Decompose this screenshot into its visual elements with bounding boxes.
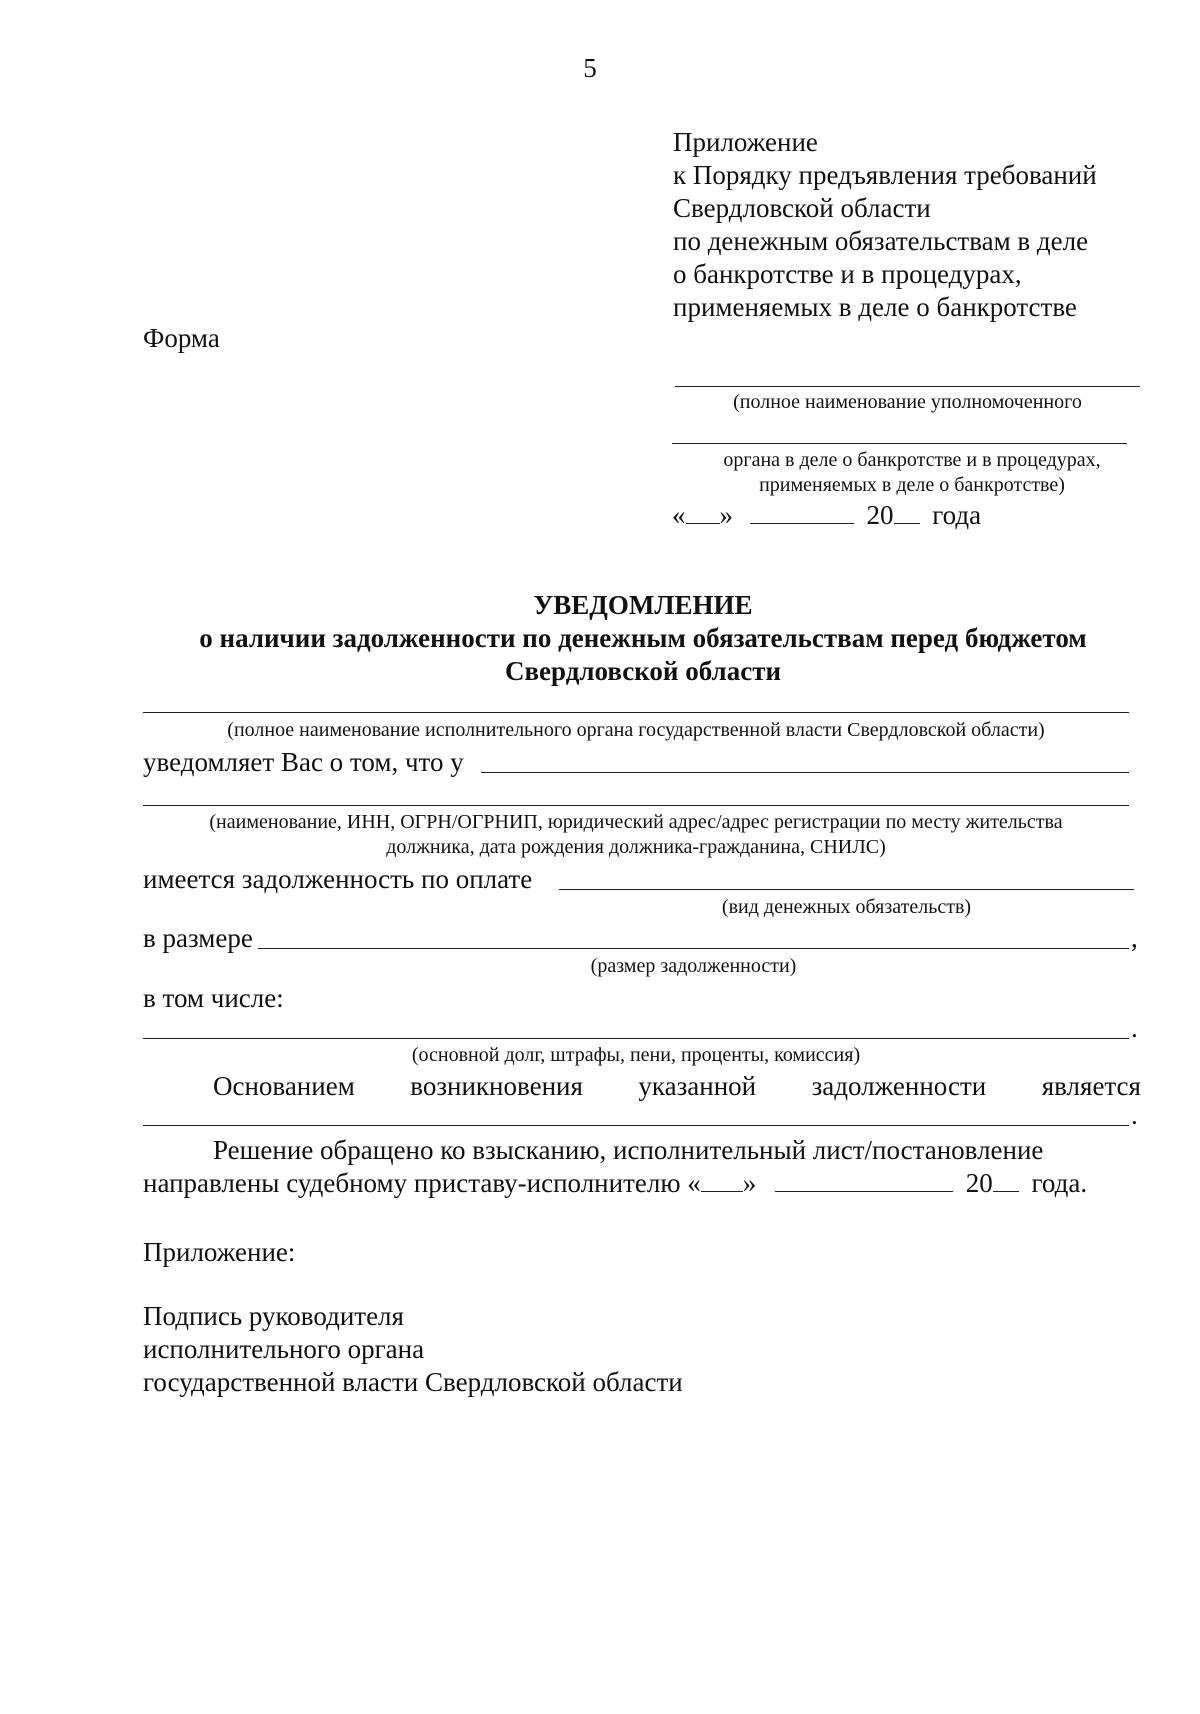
appendix-line: о банкротстве и в процедурах, — [673, 259, 1022, 289]
decision-year-field[interactable] — [993, 1167, 1019, 1192]
including-text: в том числе: — [143, 983, 284, 1013]
signature-line: Подпись руководителя — [143, 1301, 404, 1331]
decision-text: направлены судебному приставу-исполнителю « — [143, 1168, 701, 1198]
date-year-field[interactable] — [894, 499, 920, 524]
date-day-field[interactable] — [686, 499, 720, 524]
decision-line-2 — [143, 1167, 1087, 1200]
attachment-label: Приложение: — [143, 1237, 296, 1267]
amount-text: в размере — [143, 923, 253, 953]
page-number: 5 — [583, 53, 597, 83]
title-main: УВЕДОМЛЕНИЕ — [533, 590, 753, 620]
basis-word: является — [1041, 1071, 1141, 1101]
authority-name-line[interactable] — [143, 712, 1129, 713]
authority-hint: (полное наименование исполнительного органа государственной власти Свердловской области) — [227, 719, 1045, 741]
title-line: Свердловской области — [504, 656, 782, 686]
amount-field-line[interactable] — [258, 948, 1129, 949]
recipient-name-line[interactable] — [675, 386, 1140, 387]
recipient-hint: органа в деле о банкротстве и в процедурах, — [723, 449, 1101, 471]
debtor-line-2[interactable] — [143, 805, 1129, 806]
basis-line — [213, 1070, 1141, 1103]
basis-dot: . — [1131, 1100, 1138, 1130]
appendix-line: Приложение — [673, 127, 818, 157]
decision-line: Решение обращено ко взысканию, исполнительный лист/постановление — [213, 1135, 1044, 1165]
date-year-prefix: 20 — [866, 500, 894, 530]
including-dot: . — [1131, 1013, 1138, 1043]
signature-line: государственной власти Свердловской области — [143, 1367, 683, 1397]
recipient-hint: (полное наименование уполномоченного — [733, 391, 1082, 413]
components-hint: (основной долг, штрафы, пени, проценты, комиссия) — [411, 1044, 861, 1066]
recipient-hint: применяемых в деле о банкротстве) — [759, 474, 1065, 496]
obligation-hint: (вид денежных обязательств) — [721, 896, 972, 918]
amount-hint: (размер задолженности) — [590, 955, 797, 977]
components-field-line[interactable] — [143, 1038, 1129, 1039]
appendix-line: применяемых в деле о банкротстве — [673, 292, 1077, 322]
obligation-field-line[interactable] — [559, 889, 1134, 890]
date-suffix: года — [932, 500, 982, 530]
title-line: о наличии задолженности по денежным обязательствам перед бюджетом — [199, 623, 1087, 653]
basis-word: указанной — [638, 1071, 757, 1101]
amount-comma: , — [1131, 923, 1138, 953]
basis-word: задолженности — [811, 1071, 987, 1101]
recipient-name-line-2[interactable] — [672, 443, 1127, 444]
basis-word: возникновения — [410, 1071, 583, 1101]
date-open-quote: « — [672, 500, 686, 530]
appendix-line: по денежным обязательствам в деле — [673, 226, 1089, 256]
basis-field-line[interactable] — [143, 1125, 1129, 1126]
appendix-line: к Порядку предъявления требований — [673, 160, 1097, 190]
signature-line: исполнительного органа — [143, 1334, 425, 1364]
debt-payment-text: имеется задолженность по оплате — [143, 864, 533, 894]
decision-suffix: года. — [1031, 1168, 1088, 1198]
decision-close-quote: » — [742, 1168, 757, 1198]
date-month-field[interactable] — [750, 499, 854, 524]
notifies-text: уведомляет Вас о том, что у — [143, 747, 464, 777]
basis-word: Основанием — [213, 1071, 355, 1101]
recipient-date — [672, 499, 981, 532]
date-close-quote: » — [719, 500, 733, 530]
debtor-line-1[interactable] — [481, 772, 1129, 773]
decision-year-prefix: 20 — [965, 1168, 993, 1198]
debtor-hint: (наименование, ИНН, ОГРН/ОГРНИП, юридический адрес/адрес регистрации по месту жительства — [209, 811, 1063, 833]
debtor-hint: должника, дата рождения должника-гражданина, СНИЛС) — [386, 836, 886, 858]
decision-day-field[interactable] — [701, 1167, 743, 1192]
form-label: Форма — [143, 323, 220, 353]
appendix-line: Свердловской области — [673, 193, 931, 223]
decision-month-field[interactable] — [775, 1167, 953, 1192]
